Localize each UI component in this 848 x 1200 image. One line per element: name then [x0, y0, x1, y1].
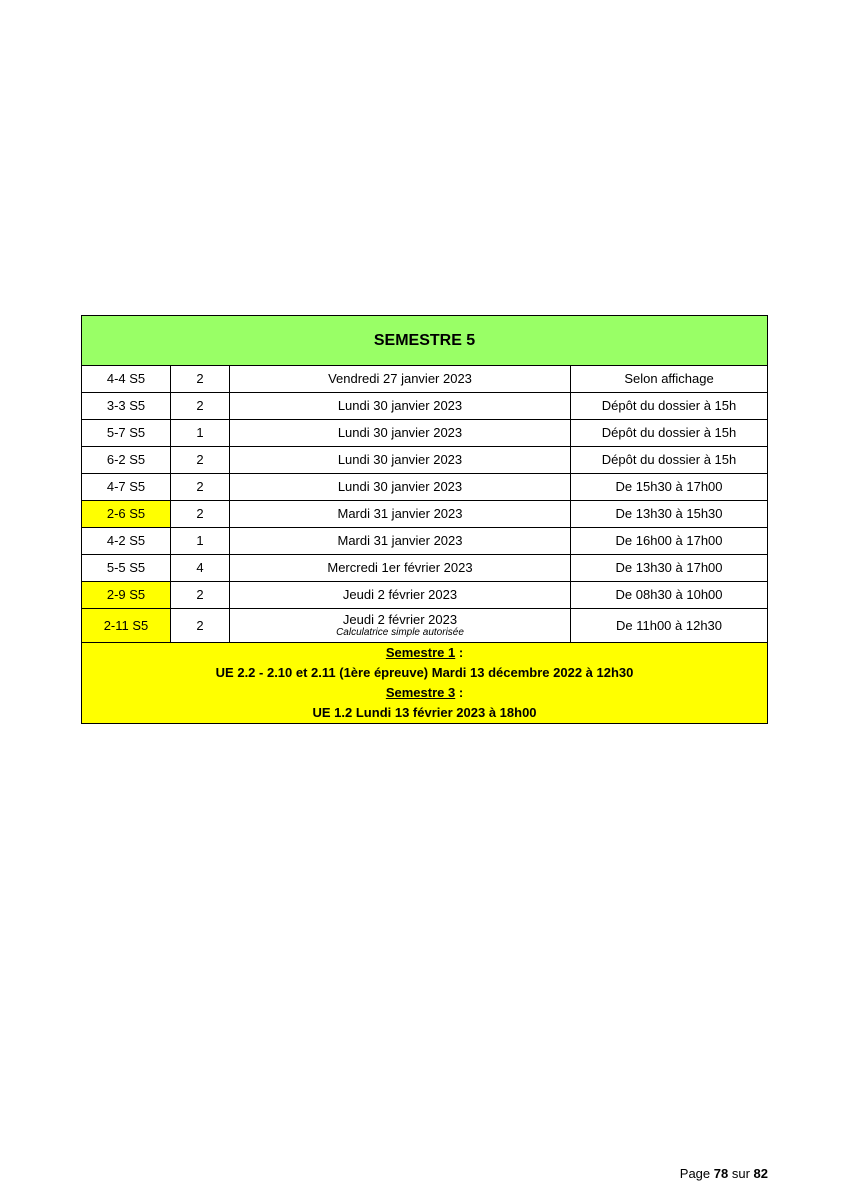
semester-3-heading: [82, 683, 767, 703]
exam-time: De 16h00 à 17h00: [571, 528, 768, 555]
semester-1-label: Semestre 1: [385, 645, 456, 660]
exam-date-cell: [230, 609, 571, 643]
table-row: [82, 474, 768, 501]
semester-3-label: Semestre 3: [385, 685, 456, 700]
exam-time: De 11h00 à 12h30: [571, 609, 768, 643]
table-row: [82, 420, 768, 447]
ue-code: 5-5 S5: [82, 555, 171, 582]
exam-time: Dépôt du dossier à 15h: [571, 420, 768, 447]
ue-code: 4-4 S5: [82, 366, 171, 393]
exam-time: Dépôt du dossier à 15h: [571, 393, 768, 420]
table-row: [82, 555, 768, 582]
ue-code: 5-7 S5: [82, 420, 171, 447]
semester-1-text: UE 2.2 - 2.10 et 2.11 (1ère épreuve) Mardi 13 décembre 2022 à 12h30: [215, 665, 634, 680]
ue-code-highlighted: 2-9 S5: [82, 582, 171, 609]
ue-code: 3-3 S5: [82, 393, 171, 420]
ue-code: 6-2 S5: [82, 447, 171, 474]
exam-date: Lundi 30 janvier 2023: [230, 447, 571, 474]
table-title-row: [82, 316, 768, 366]
exam-date: Lundi 30 janvier 2023: [230, 474, 571, 501]
table-row: [82, 366, 768, 393]
session-count: 2: [171, 609, 230, 643]
session-count: 2: [171, 447, 230, 474]
table-row: [82, 501, 768, 528]
exam-time: De 15h30 à 17h00: [571, 474, 768, 501]
page-middle: sur: [728, 1166, 754, 1181]
semester-1-colon: :: [455, 645, 464, 660]
exam-note: Calculatrice simple autorisée: [336, 626, 464, 638]
ue-code: 4-7 S5: [82, 474, 171, 501]
table-row: [82, 447, 768, 474]
semester-3-text: UE 1.2 Lundi 13 février 2023 à 18h00: [312, 705, 537, 720]
session-count: 1: [171, 528, 230, 555]
session-count: 2: [171, 474, 230, 501]
exam-date: Lundi 30 janvier 2023: [230, 393, 571, 420]
exam-time: Dépôt du dossier à 15h: [571, 447, 768, 474]
ue-code: 4-2 S5: [82, 528, 171, 555]
ue-code-highlighted: 2-11 S5: [82, 609, 171, 643]
exam-time: De 13h30 à 15h30: [571, 501, 768, 528]
exam-time: De 13h30 à 17h00: [571, 555, 768, 582]
exam-date: Mardi 31 janvier 2023: [230, 501, 571, 528]
page-total: 82: [753, 1166, 768, 1181]
table-row: [82, 528, 768, 555]
session-count: 2: [171, 582, 230, 609]
exam-schedule-table: [81, 315, 768, 724]
page-number: [680, 1166, 768, 1181]
session-count: 2: [171, 393, 230, 420]
exam-date: Jeudi 2 février 2023: [342, 611, 458, 627]
exam-date: Jeudi 2 février 2023: [230, 582, 571, 609]
exam-date: Mardi 31 janvier 2023: [230, 528, 571, 555]
page-prefix: Page: [679, 1166, 714, 1181]
exam-date: Mercredi 1er février 2023: [230, 555, 571, 582]
exam-date: Lundi 30 janvier 2023: [230, 420, 571, 447]
table-row: [82, 393, 768, 420]
session-count: 4: [171, 555, 230, 582]
table-footer-row: [82, 643, 768, 724]
exam-time: De 08h30 à 10h00: [571, 582, 768, 609]
page-current: 78: [713, 1166, 729, 1181]
exam-date: Vendredi 27 janvier 2023: [230, 366, 571, 393]
other-semesters-notice: [82, 643, 768, 724]
session-count: 1: [171, 420, 230, 447]
session-count: 2: [171, 366, 230, 393]
ue-code-highlighted: 2-6 S5: [82, 501, 171, 528]
exam-time: Selon affichage: [571, 366, 768, 393]
table-row: [82, 609, 768, 643]
semester-3-colon: :: [455, 685, 464, 700]
semester-1-heading: [82, 643, 767, 663]
semester-title: SEMESTRE 5: [82, 316, 768, 366]
table-row: [82, 582, 768, 609]
session-count: 2: [171, 501, 230, 528]
